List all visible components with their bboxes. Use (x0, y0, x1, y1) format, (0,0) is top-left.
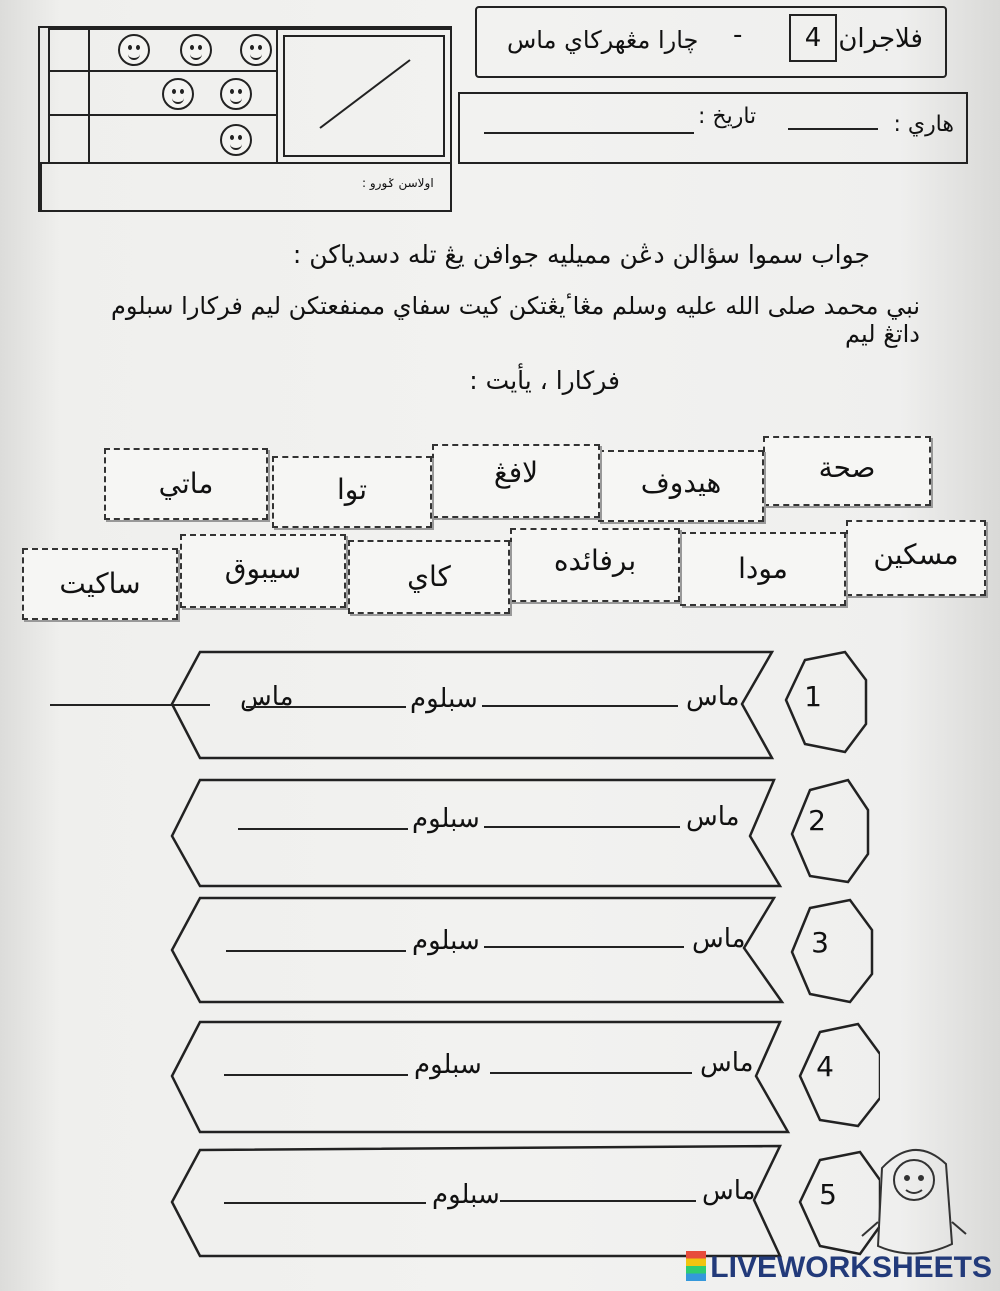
row-number: 2 (808, 804, 826, 837)
answer-field-sebelum[interactable] (226, 950, 406, 952)
word-card[interactable]: ماتي (104, 448, 268, 520)
mas-label: ماس (692, 924, 746, 954)
score-box-2 (48, 70, 90, 116)
word-card[interactable]: مسكين (846, 520, 986, 596)
day-field[interactable] (788, 128, 878, 130)
smiley-icon (180, 34, 212, 66)
smiley-icon (118, 34, 150, 66)
row-number: 1 (804, 680, 822, 713)
mas-label: ماس (702, 1176, 756, 1206)
answer-field-sebelum[interactable] (246, 706, 406, 708)
sebelum-label: سبلوم (410, 684, 478, 714)
answer-field-mas[interactable] (484, 946, 684, 948)
answer-field-sebelum[interactable] (224, 1074, 408, 1076)
answer-field-mas[interactable] (500, 1200, 696, 1202)
score-box-1 (48, 28, 90, 72)
teacher-label: اولاسن ݢورو : (362, 176, 434, 190)
mas-label: ماس (240, 682, 294, 712)
mas-label: ماس (686, 682, 740, 712)
score-box-3 (48, 114, 90, 164)
instruction-line-1: جواب سموا سؤالن دڠن مميليه جوافن يڠ تله دسدياكن : (292, 240, 870, 269)
sebelum-label: سبلوم (432, 1180, 500, 1210)
smiley-icon (220, 124, 252, 156)
title-box (475, 6, 947, 78)
smiley-icon (162, 78, 194, 110)
answer-field-mas[interactable] (50, 704, 210, 706)
answer-field-sebelum[interactable] (238, 828, 408, 830)
sebelum-label: سبلوم (414, 1050, 482, 1080)
feedback-grid (38, 26, 452, 212)
mas-label: ماس (686, 802, 740, 832)
slash-mark-icon (278, 30, 450, 162)
word-card[interactable]: برفائده (510, 528, 680, 602)
smiley-icon (220, 78, 252, 110)
instruction-line-2: نبي محمد صلى الله عليه وسلم مڠاٴيڠتكن كيت سفاي ممنفعتكن ليم فركارا سبلوم داتڠ ليم (110, 292, 920, 348)
grade-box: 4 (789, 14, 837, 62)
day-label: هاري : (893, 112, 954, 137)
day-date-box (458, 92, 968, 164)
word-card[interactable]: سيبوق (180, 534, 346, 608)
two-faces-row (88, 70, 278, 116)
date-label: تاريخ : (698, 104, 757, 129)
word-card[interactable]: ساكيت (22, 548, 178, 620)
one-face-row (88, 114, 278, 164)
sebelum-label: سبلوم (412, 926, 480, 956)
row-number: 5 (819, 1178, 837, 1211)
answer-field-mas[interactable] (484, 826, 680, 828)
liveworksheets-logo-icon (686, 1251, 706, 1281)
smiley-icon (240, 34, 272, 66)
teacher-comment-box (40, 162, 452, 212)
mark-box (276, 28, 452, 164)
answer-field-mas[interactable] (482, 705, 678, 707)
row-number: 4 (816, 1050, 834, 1083)
row-number: 3 (811, 926, 829, 959)
watermark-text: LIVEWORKSHEETS (710, 1251, 992, 1284)
word-card[interactable]: توا (272, 456, 432, 528)
word-card[interactable]: كاي (348, 540, 510, 614)
word-card[interactable]: هيدوف (598, 450, 764, 522)
answer-shapes (160, 640, 880, 1280)
topic-title: چارا مڠهركاي ماس (507, 26, 699, 54)
answer-field-sebelum[interactable] (224, 1202, 426, 1204)
subject-label: فلاجران (838, 24, 923, 54)
girl-doodle-icon (860, 1134, 970, 1264)
sebelum-label: سبلوم (412, 804, 480, 834)
instruction-line-3: فركارا ، يأيت : (469, 366, 620, 395)
word-card[interactable]: صحة (763, 436, 931, 506)
date-field[interactable] (484, 132, 694, 134)
three-faces-row (88, 28, 278, 72)
liveworksheets-logo (686, 1251, 992, 1285)
word-card[interactable]: لافڠ (432, 444, 600, 518)
title-dash: - (733, 20, 743, 50)
mas-label: ماس (700, 1048, 754, 1078)
word-card[interactable]: مودا (680, 532, 846, 606)
answer-field-mas[interactable] (490, 1072, 692, 1074)
